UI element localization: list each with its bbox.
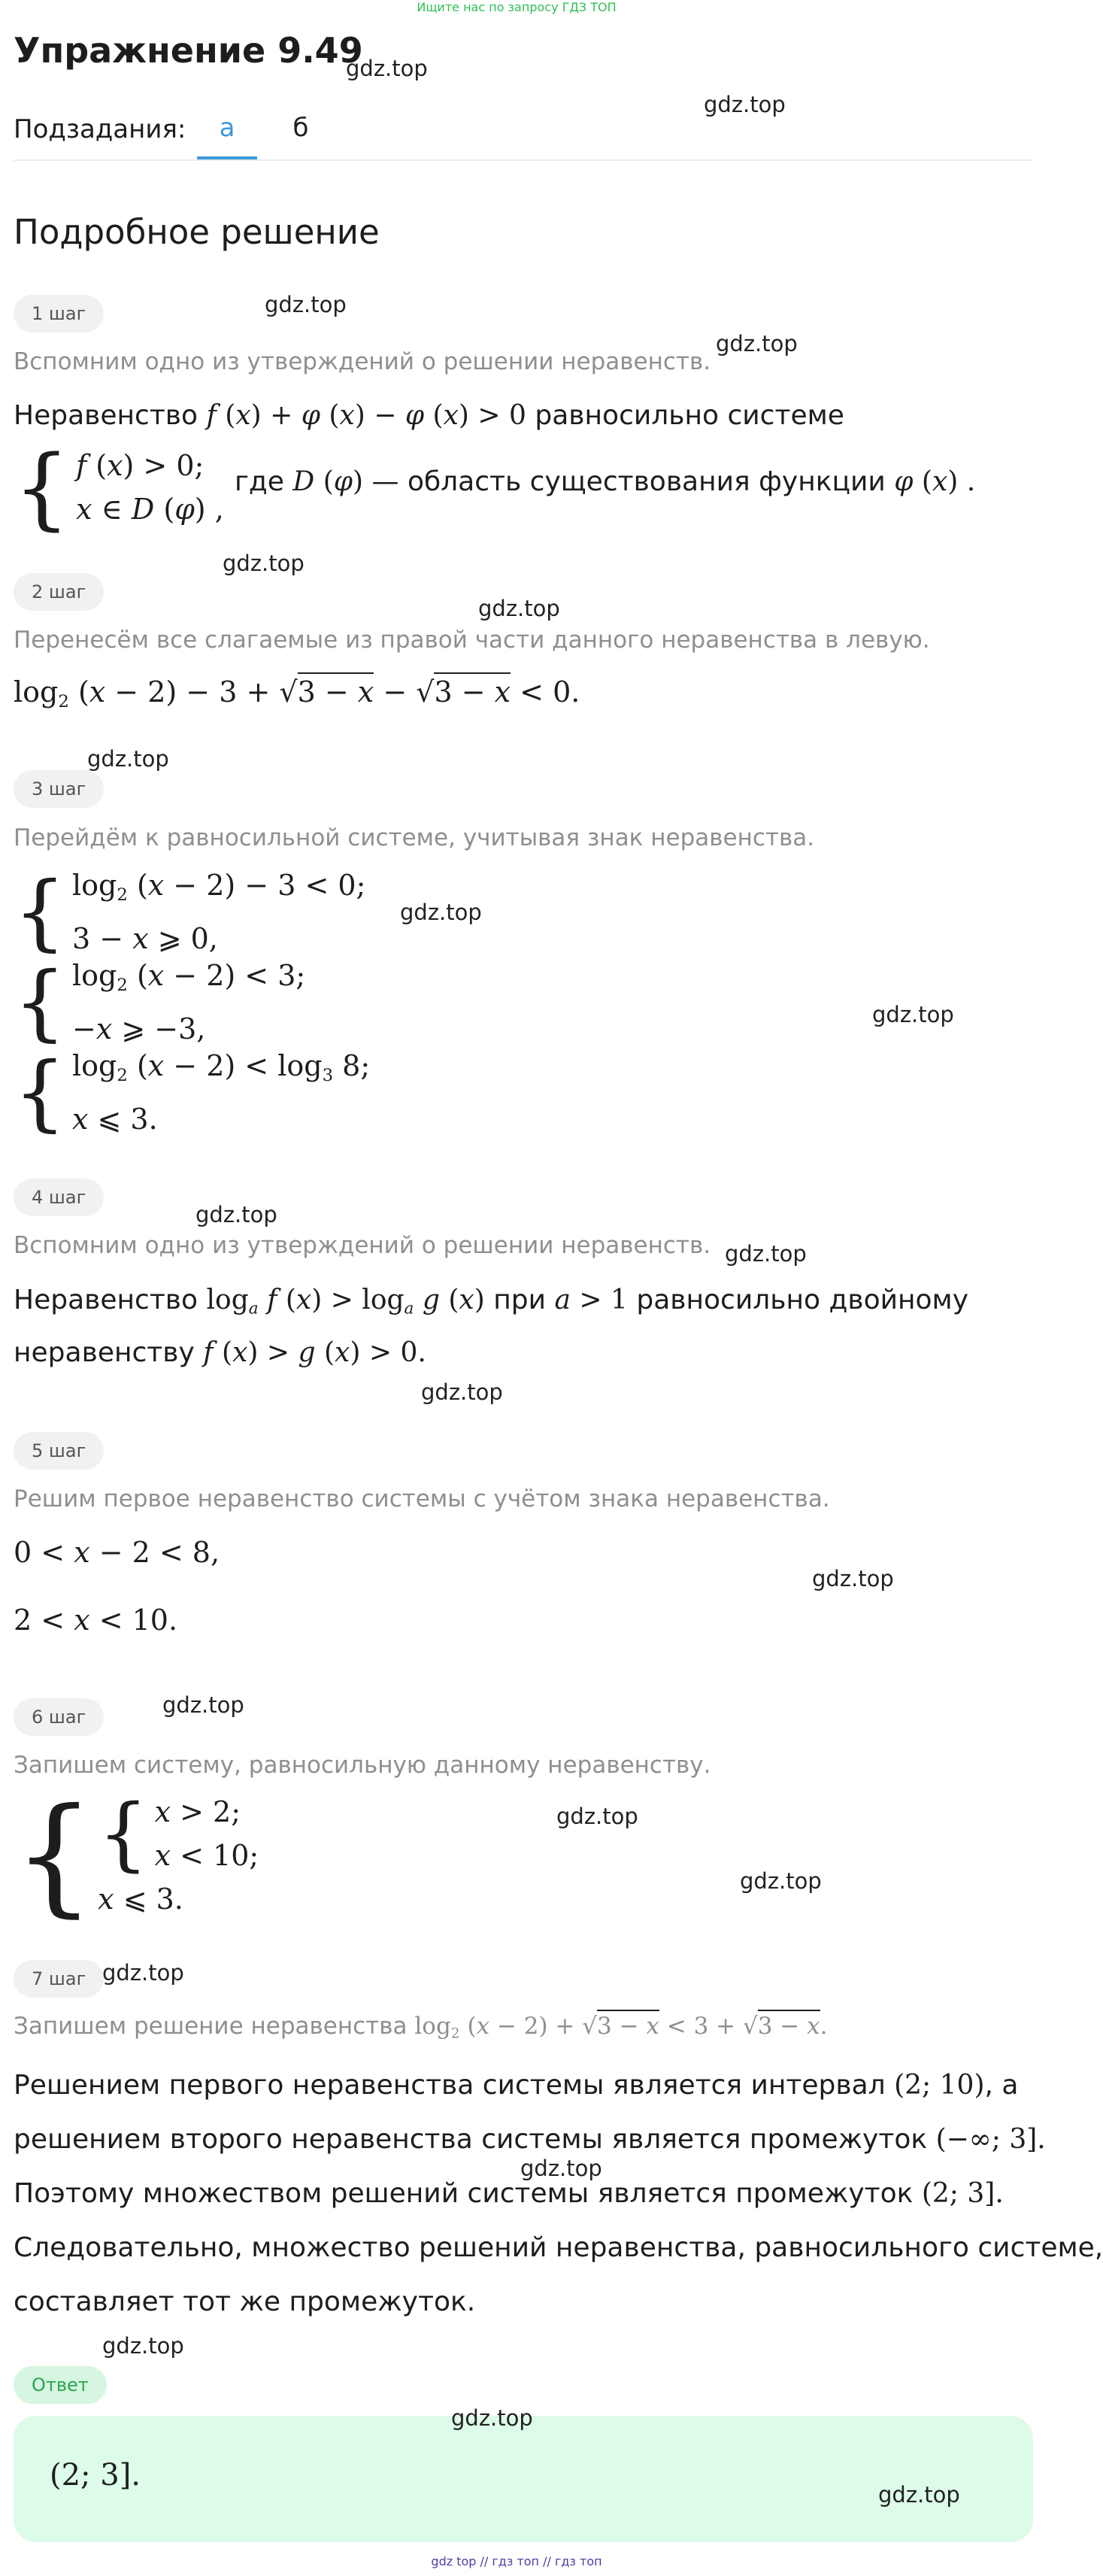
- watermark: gdz.top: [872, 1002, 954, 1027]
- watermark: gdz.top: [740, 1868, 822, 1894]
- watermark: gdz.top: [223, 551, 305, 576]
- step7-line1-text: Решением первого неравенства системы является интервал: [14, 2070, 886, 2101]
- top-hint: Ищите нас по запросу ГДЗ ТОП: [417, 0, 617, 14]
- answer-box: [14, 2416, 1033, 2542]
- watermark: gdz.top: [716, 331, 798, 357]
- watermark: gdz.top: [421, 1379, 503, 1405]
- step-hint-1: Вспомним одно из утверждений о решении неравенств.: [14, 348, 711, 375]
- watermark: gdz.top: [725, 1241, 807, 1267]
- watermark: gdz.top: [265, 292, 347, 317]
- step-badge-6: 6 шаг: [14, 1698, 104, 1736]
- step-badge-7: 7 шаг: [14, 1960, 104, 1998]
- watermark: gdz.top: [520, 2156, 602, 2181]
- answer-value: (2; 3].: [50, 2458, 141, 2493]
- step4-when: при: [493, 1285, 547, 1315]
- step1-where: где D (φ) — область существования функции φ (x) .: [235, 466, 976, 497]
- step-hint-2: Перенесём все слагаемые из правой части данного неравенства в левую.: [14, 627, 930, 654]
- step1-intro-end: равносильно системе: [535, 400, 844, 431]
- watermark: gdz.top: [346, 56, 428, 81]
- step1-system: { f (x) > 0; x ∈ D (φ) ,: [14, 435, 224, 539]
- watermark: gdz.top: [195, 1202, 277, 1227]
- step1-intro: Неравенство: [14, 400, 198, 431]
- page-title: Упражнение 9.49: [14, 30, 363, 71]
- step2-expression: $\log_2 (x - 2) - 3 + √3 - x - √3 - x < 0$.: [14, 675, 580, 712]
- step3-system-3: { $\log_2 (x - 2) < \log_3 8$; x ⩽ 3.: [14, 1044, 371, 1141]
- step-badge-5: 5 шаг: [14, 1432, 104, 1470]
- step-hint-7: Запишем решение неравенства $\log_2 (x - 2) + √3 - x < 3 + √3 - x$.: [14, 2013, 828, 2042]
- watermark: gdz.top: [400, 900, 482, 925]
- watermark: gdz.top: [478, 596, 560, 621]
- step7-line4: Следовательно, множество решений неравенства, равносильного системе,: [14, 2232, 1103, 2263]
- step7-line3: Поэтому множеством решений системы является промежуток (2; 3].: [14, 2178, 1004, 2209]
- step-hint-6: Запишем систему, равносильную данному неравенству.: [14, 1752, 711, 1779]
- step3-system-1: { $\log_2 (x - 2) - 3 < 0$; 3 − x ⩾ 0,: [14, 863, 366, 960]
- step4-statement: Неравенство $\log_a f$ $(x) > \log_a g$ (x) при a > 1 равносильно двойному: [14, 1285, 969, 1318]
- tab-b[interactable]: б: [292, 113, 309, 143]
- answer-badge: Ответ: [14, 2366, 107, 2404]
- step-badge-4: 4 шаг: [14, 1179, 104, 1216]
- subtasks-label: Подзадания:: [14, 114, 186, 144]
- step-hint-5: Решим первое неравенство системы с учётом знака неравенства.: [14, 1485, 830, 1513]
- step7-line2: решением второго неравенства системы является промежуток (−∞; 3].: [14, 2124, 1046, 2155]
- step-badge-1: 1 шаг: [14, 295, 104, 332]
- step-badge-2: 2 шаг: [14, 573, 104, 611]
- step4-tail: равносильно двойному: [636, 1285, 969, 1315]
- step1-statement: Неравенство f (x) + φ (x) − φ (x) > 0 равносильно системе: [14, 400, 844, 431]
- step4-intro: Неравенство: [14, 1285, 198, 1315]
- step7-line2-text: решением второго неравенства системы является промежуток: [14, 2124, 928, 2155]
- step1-where-end: — область существования функции: [371, 466, 886, 497]
- watermark: gdz.top: [87, 746, 169, 772]
- watermark: gdz.top: [556, 1804, 638, 1829]
- bottom-hint: gdz top // гдз топ // гдз топ: [431, 2554, 602, 2568]
- step7-line1-end: , а: [984, 2070, 1019, 2101]
- watermark: gdz.top: [102, 1960, 184, 1986]
- step7-line3-text: Поэтому множеством решений системы является промежуток: [14, 2178, 914, 2209]
- section-title: Подробное решение: [14, 212, 380, 252]
- step7-line5: составляет тот же промежуток.: [14, 2286, 476, 2317]
- watermark: gdz.top: [162, 1692, 244, 1718]
- step-hint-4: Вспомним одно из утверждений о решении неравенств.: [14, 1232, 711, 1259]
- step5-line1: 0 < x − 2 < 8,: [14, 1536, 220, 1569]
- watermark: gdz.top: [704, 92, 786, 117]
- step4-line2: неравенству f (x) > g (x) > 0.: [14, 1337, 426, 1368]
- watermark: gdz.top: [812, 1566, 894, 1591]
- step6-system: { { x > 2; x < 10; x ⩽ 3.: [14, 1781, 259, 1930]
- step4-line2-text: неравенству: [14, 1337, 195, 1368]
- step7-hint-text: Запишем решение неравенства: [14, 2013, 408, 2040]
- step1-where-word: где: [235, 466, 284, 497]
- divider: [14, 159, 1033, 161]
- step5-line2: 2 < x < 10.: [14, 1604, 178, 1637]
- step-badge-3: 3 шаг: [14, 770, 104, 808]
- step7-line1: Решением первого неравенства системы является интервал (2; 10), а: [14, 2070, 1019, 2101]
- watermark: gdz.top: [878, 2482, 960, 2508]
- watermark: gdz.top: [451, 2405, 533, 2431]
- watermark: gdz.top: [102, 2333, 184, 2359]
- step3-system-2: { $\log_2 (x - 2) < 3$; −x ⩾ −3,: [14, 954, 306, 1051]
- step-hint-3: Перейдём к равносильной системе, учитывая знак неравенства.: [14, 824, 815, 851]
- tab-a[interactable]: а: [219, 113, 235, 143]
